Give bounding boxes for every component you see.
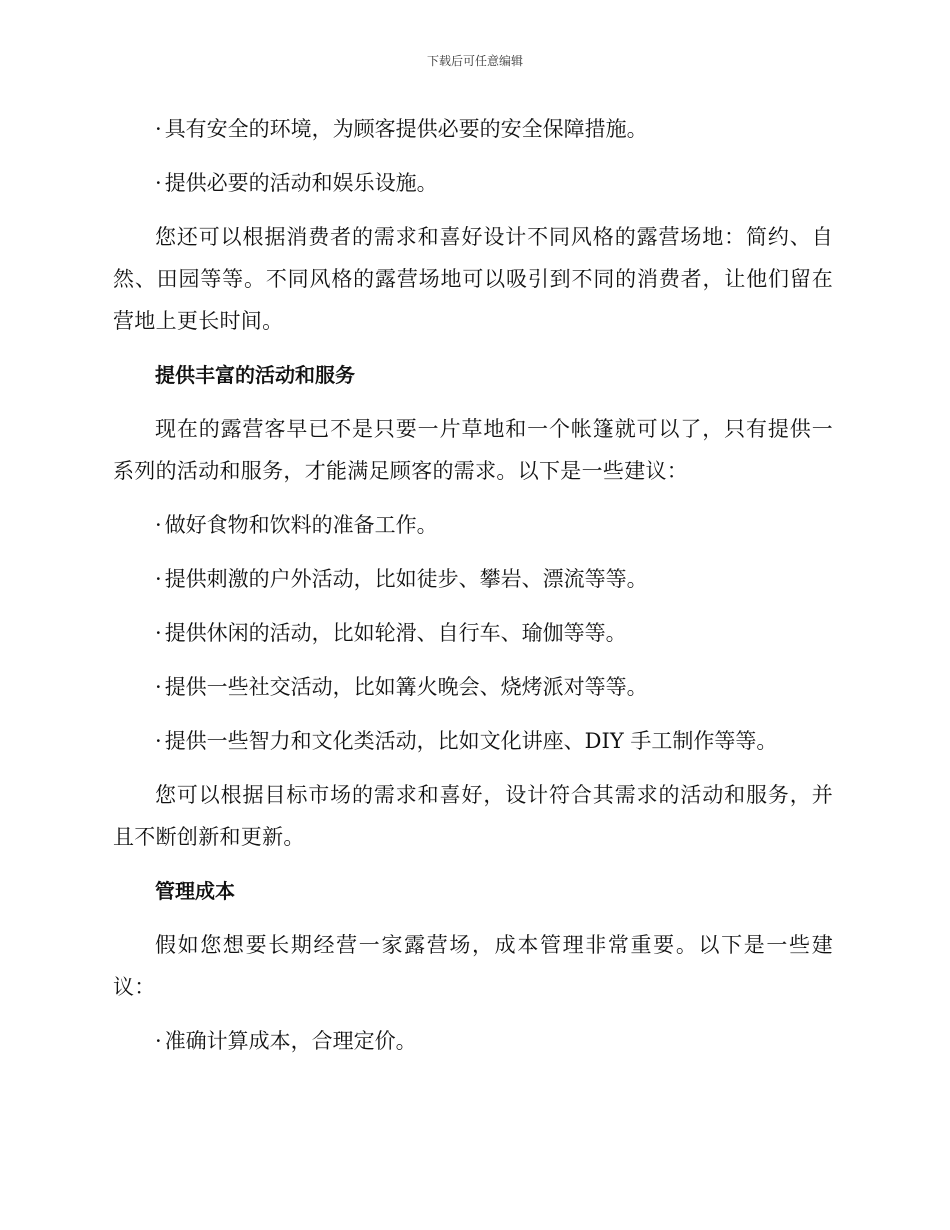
bullet-text: 提供必要的活动和娱乐设施。 [164, 171, 438, 195]
bullet-marker: · [155, 1029, 162, 1053]
bullet-marker: · [155, 729, 162, 753]
bullet-marker: · [155, 117, 162, 141]
bullet-marker: · [155, 567, 162, 591]
bullet-marker: · [155, 513, 162, 537]
page-header: 下载后可任意编辑 [426, 54, 523, 68]
bullet-text: 提供一些社交活动，比如篝火晚会、烧烤派对等等。 [164, 675, 648, 699]
bullet-item [113, 612, 833, 654]
paragraph: 现在的露营客早已不是只要一片草地和一个帐篷就可以了，只有提供一系列的活动和服务，才能满足顾客的需求。以下是一些建议： [113, 417, 833, 483]
paragraph: 假如您想要长期经营一家露营场，成本管理非常重要。以下是一些建议： [113, 933, 833, 999]
section-heading: 提供丰富的活动和服务 [155, 363, 355, 387]
bullet-item [113, 558, 833, 600]
bullet-item [113, 666, 833, 708]
bullet-item [113, 504, 833, 546]
bullet-marker: · [155, 171, 162, 195]
bullet-text: 具有安全的环境，为顾客提供必要的安全保障措施。 [164, 117, 648, 141]
bullet-text: 提供休闲的活动，比如轮滑、自行车、瑜伽等等。 [164, 621, 627, 645]
document-body [113, 108, 833, 1074]
bullet-marker: · [155, 621, 162, 645]
bullet-item [113, 162, 833, 204]
bullet-text: 做好食物和饮料的准备工作。 [164, 513, 438, 537]
section-heading: 管理成本 [155, 879, 235, 903]
bullet-item [113, 720, 833, 762]
bullet-text: 提供一些智力和文化类活动，比如文化讲座、DIY 手工制作等等。 [164, 729, 778, 753]
paragraph: 您可以根据目标市场的需求和喜好，设计符合其需求的活动和服务，并且不断创新和更新。 [113, 783, 833, 849]
bullet-item [113, 108, 833, 150]
bullet-item [113, 1020, 833, 1062]
bullet-text: 提供刺激的户外活动，比如徒步、攀岩、漂流等等。 [164, 567, 648, 591]
paragraph: 您还可以根据消费者的需求和喜好设计不同风格的露营场地：简约、自然、田园等等。不同风格的露营场地可以吸引到不同的消费者，让他们留在营地上更长时间。 [113, 225, 833, 333]
bullet-marker: · [155, 675, 162, 699]
bullet-text: 准确计算成本，合理定价。 [164, 1029, 417, 1053]
